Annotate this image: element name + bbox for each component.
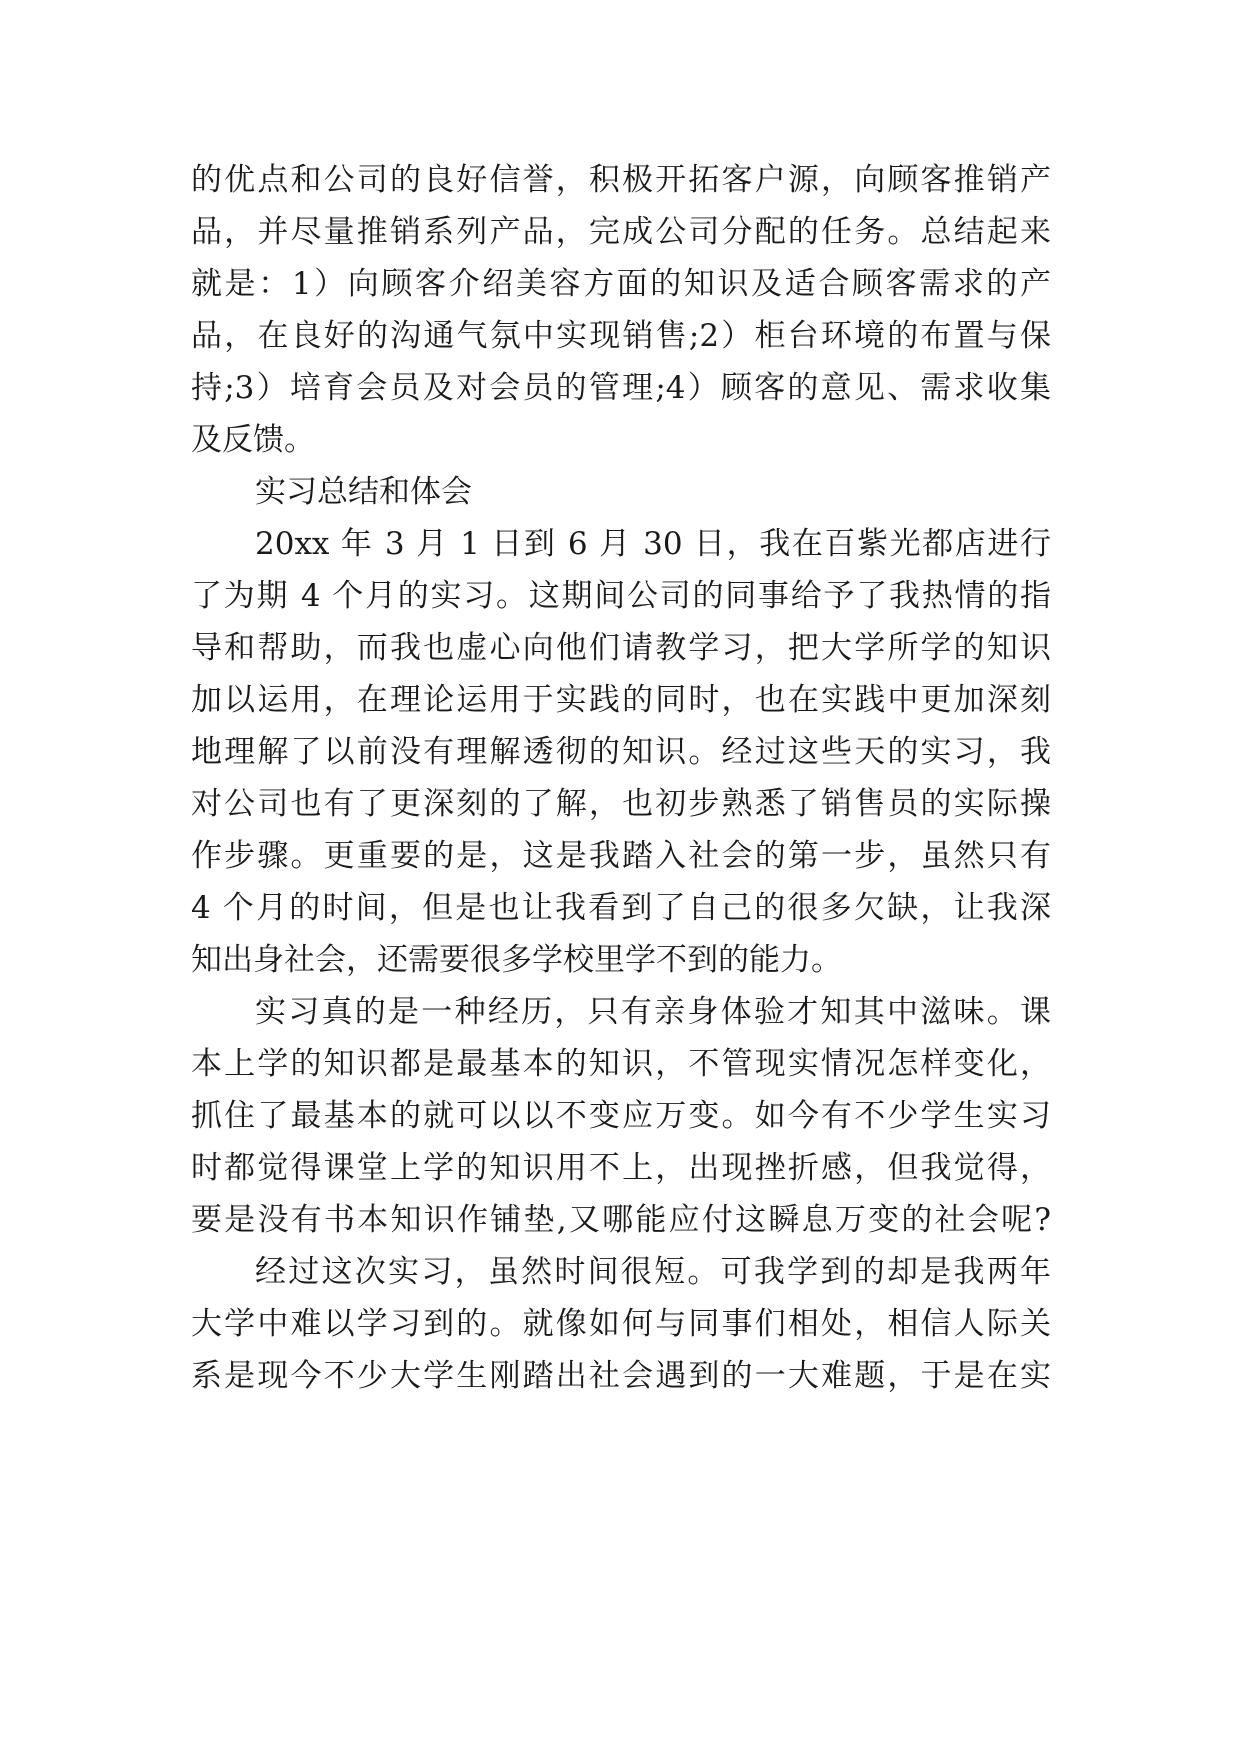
- text-line: 经过这次实习，虽然时间很短。可我学到的却是我两年: [255, 1254, 1051, 1290]
- text-line: 品，并尽量推销系列产品，完成公司分配的任务。总结起来: [191, 214, 1051, 250]
- text-line: 品，在良好的沟通气氛中实现销售;2）柜台环境的布置与保: [191, 318, 1051, 354]
- text-line: 实习真的是一种经历，只有亲身体验才知其中滋味。课: [255, 994, 1051, 1030]
- text-line: 作步骤。更重要的是，这是我踏入社会的第一步，虽然只有: [191, 838, 1051, 874]
- section-heading: 实习总结和体会: [255, 474, 472, 510]
- text-line: 抓住了最基本的就可以以不变应万变。如今有不少学生实习: [191, 1098, 1051, 1134]
- text-line: 知出身社会，还需要很多学校里学不到的能力。: [191, 942, 842, 978]
- text-line: 就是：1）向顾客介绍美容方面的知识及适合顾客需求的产: [191, 266, 1051, 302]
- text-line: 持;3）培育会员及对会员的管理;4）顾客的意见、需求收集: [191, 370, 1051, 406]
- text-line: 大学中难以学习到的。就像如何与同事们相处，相信人际关: [191, 1306, 1051, 1342]
- text-line: 加以运用，在理论运用于实践的同时，也在实践中更加深刻: [191, 682, 1051, 718]
- text-line: 导和帮助，而我也虚心向他们请教学习，把大学所学的知识: [191, 630, 1051, 666]
- text-line: 系是现今不少大学生刚踏出社会遇到的一大难题，于是在实: [191, 1358, 1051, 1394]
- text-line: 20xx 年 3 月 1 日到 6 月 30 日，我在百紫光都店进行: [255, 526, 1051, 562]
- text-line: 4 个月的时间，但是也让我看到了自己的很多欠缺，让我深: [191, 890, 1051, 926]
- text-line: 及反馈。: [191, 422, 315, 458]
- text-line: 的优点和公司的良好信誉，积极开拓客户源，向顾客推销产: [191, 162, 1051, 198]
- text-line: 了为期 4 个月的实习。这期间公司的同事给予了我热情的指: [191, 578, 1051, 614]
- body-text: [191, 154, 1051, 1402]
- text-line: 本上学的知识都是最基本的知识，不管现实情况怎样变化，: [191, 1046, 1051, 1082]
- text-line: 要是没有书本知识作铺垫,又哪能应付这瞬息万变的社会呢?: [191, 1202, 1051, 1238]
- text-line: 地理解了以前没有理解透彻的知识。经过这些天的实习，我: [191, 734, 1051, 770]
- text-line: 对公司也有了更深刻的了解，也初步熟悉了销售员的实际操: [191, 786, 1051, 822]
- text-line: 时都觉得课堂上学的知识用不上，出现挫折感，但我觉得，: [191, 1150, 1051, 1186]
